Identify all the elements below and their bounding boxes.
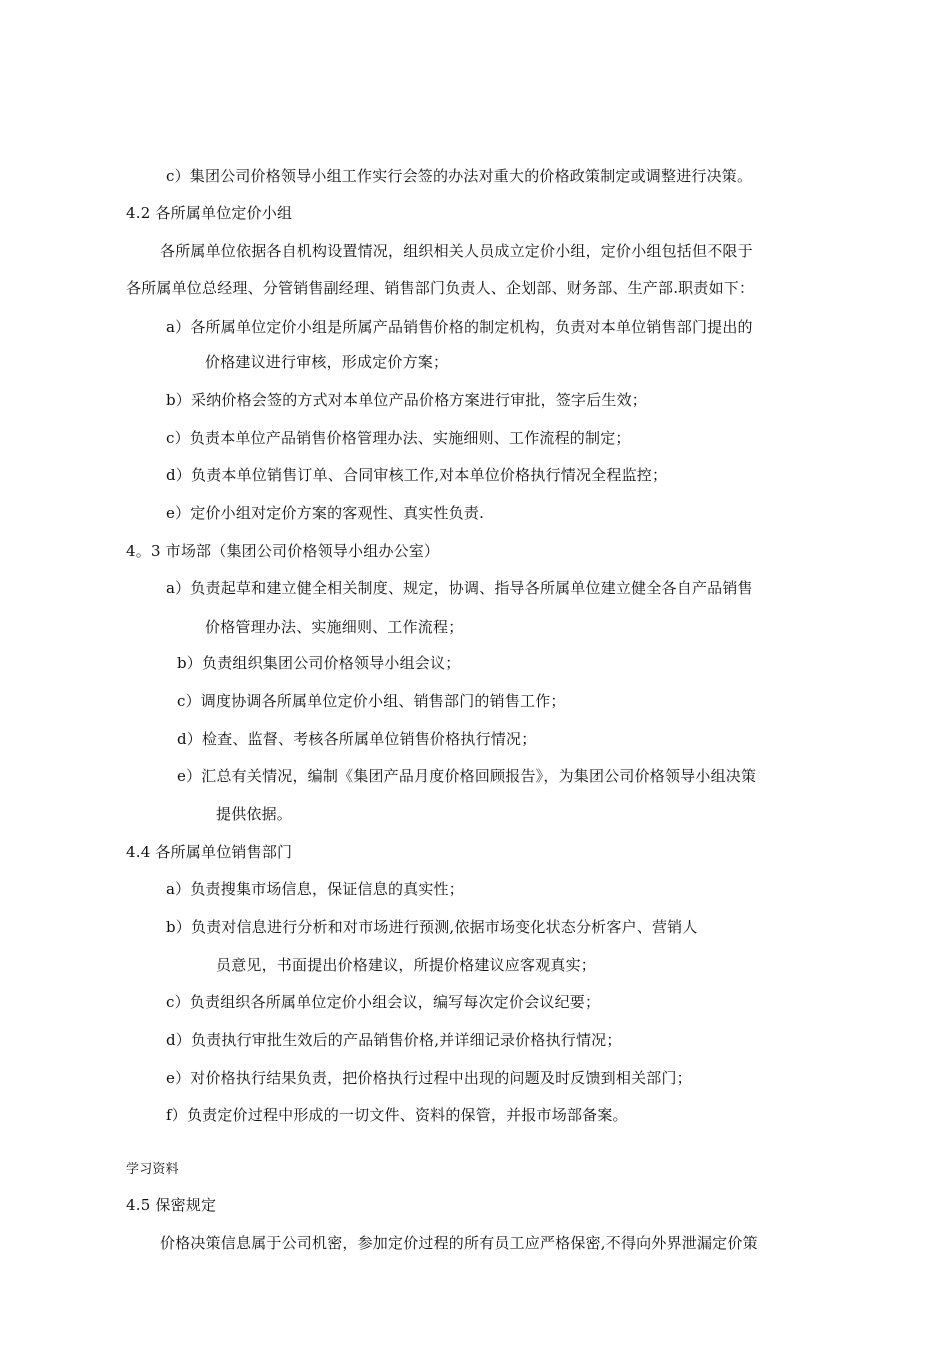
section-heading: 4.5 保密规定 (126, 1196, 217, 1214)
text-line: 提供依据。 (216, 805, 293, 823)
text-line: c）负责本单位产品销售价格管理办法、实施细则、工作流程的制定； (166, 429, 631, 447)
text-line: e）对价格执行结果负责，把价格执行过程中出现的问题及时反馈到相关部门； (166, 1069, 692, 1087)
text-line: d）检查、监督、考核各所属单位销售价格执行情况； (177, 730, 537, 748)
text-line: a）各所属单位定价小组是所属产品销售价格的制定机构，负责对本单位销售部门提出的 (166, 318, 753, 336)
text-line: d）负责执行审批生效后的产品销售价格,并详细记录价格执行情况； (166, 1031, 622, 1049)
text-line: 各所属单位总经理、分管销售副经理、销售部门负责人、企划部、财务部、生产部.职责如下： (126, 279, 755, 297)
text-line: b）负责组织集团公司价格领导小组会议； (177, 654, 461, 672)
watermark-label: 学习资料 (126, 1162, 179, 1177)
text-line: e）汇总有关情况，编制《集团产品月度价格回顾报告》，为集团公司价格领导小组决策 (177, 767, 757, 785)
text-line: b）负责对信息进行分析和对市场进行预测,依据市场变化状态分析客户、营销人 (166, 918, 698, 936)
text-line: 员意见，书面提出价格建议，所提价格建议应客观真实； (216, 956, 597, 974)
text-line: c）集团公司价格领导小组工作实行会签的办法对重大的价格政策制定或调整进行决策。 (166, 167, 753, 185)
text-line: 价格管理办法、实施细则、工作流程； (205, 618, 464, 636)
section-heading: 4.2 各所属单位定价小组 (126, 204, 293, 222)
text-line: a）负责起草和建立健全相关制度、规定，协调、指导各所属单位建立健全各自产品销售 (166, 579, 753, 597)
text-line: e）定价小组对定价方案的客观性、真实性负责. (166, 504, 485, 522)
section-heading: 4。3 市场部（集团公司价格领导小组办公室） (126, 542, 440, 560)
text-line: 各所属单位依据各自机构设置情况，组织相关人员成立定价小组，定价小组包括但不限于 (160, 242, 753, 260)
text-line: b）采纳价格会签的方式对本单位产品价格方案进行审批，签字后生效； (166, 391, 648, 409)
text-line: c）调度协调各所属单位定价小组、销售部门的销售工作； (177, 692, 566, 710)
text-line: f）负责定价过程中形成的一切文件、资料的保管，并报市场部备案。 (166, 1106, 628, 1124)
text-line: 价格决策信息属于公司机密，参加定价过程的所有员工应严格保密,不得向外界泄漏定价策 (160, 1234, 758, 1252)
text-line: d）负责本单位销售订单、合同审核工作,对本单位价格执行情况全程监控； (166, 466, 668, 484)
text-line: a）负责搜集市场信息，保证信息的真实性； (166, 880, 464, 898)
text-line: 价格建议进行审核，形成定价方案； (205, 353, 449, 371)
section-heading: 4.4 各所属单位销售部门 (126, 843, 293, 861)
text-line: c）负责组织各所属单位定价小组会议，编写每次定价会议纪要； (166, 993, 601, 1011)
